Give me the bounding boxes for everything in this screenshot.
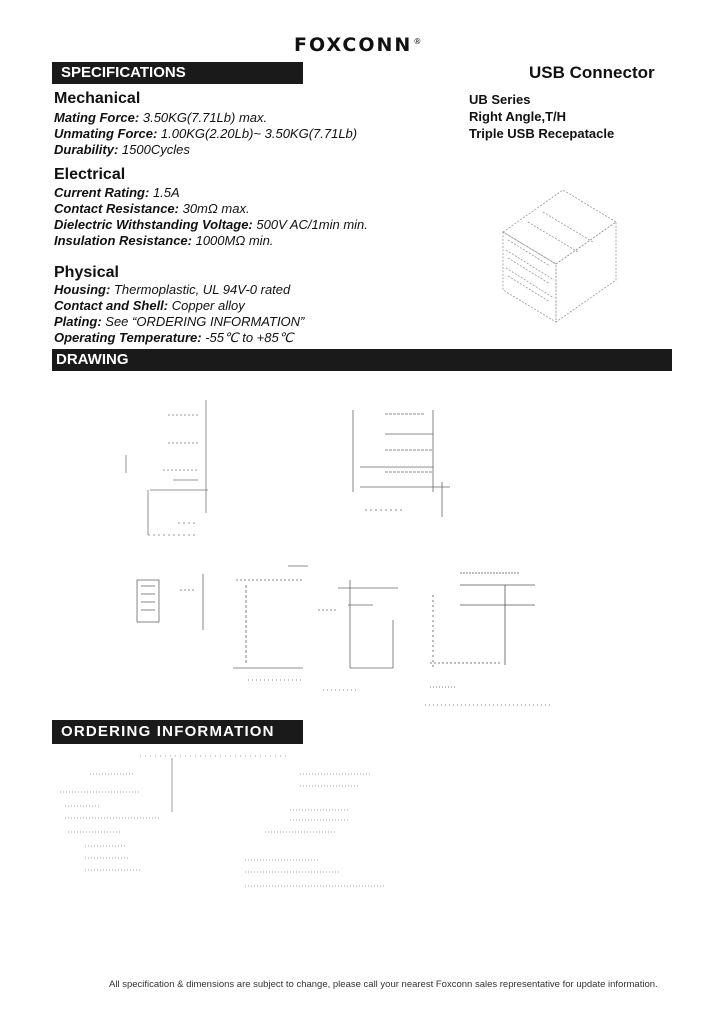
- physical-list: [54, 282, 304, 346]
- spec-item: Operating Temperature: -55℃ to +85℃: [54, 330, 294, 345]
- ordering-information-header: ORDERING INFORMATION: [52, 720, 303, 744]
- spec-item: Mating Force: 3.50KG(7.71Lb) max.: [54, 110, 268, 125]
- mechanical-list: [54, 110, 357, 158]
- series-line: Right Angle,T/H: [469, 109, 567, 124]
- spec-item: Current Rating: 1.5A: [54, 185, 180, 200]
- drawing-detail-view: [228, 560, 413, 705]
- drawing-pin-layout: [425, 565, 555, 710]
- foxconn-logo: FOXCONN®: [294, 34, 424, 56]
- spec-item: Housing: Thermoplastic, UL 94V-0 rated: [54, 282, 291, 297]
- drawing-front-view: [345, 392, 455, 527]
- spec-item: Unmating Force: 1.00KG(2.20Lb)~ 3.50KG(7.71Lb): [54, 126, 358, 141]
- ordering-code-diagram: [60, 752, 400, 897]
- series-line: Triple USB Recepatacle: [469, 126, 615, 141]
- spec-item: Contact and Shell: Copper alloy: [54, 298, 245, 313]
- spec-item: Plating: See “ORDERING INFORMATION”: [54, 314, 305, 329]
- drawing-header: DRAWING: [52, 349, 672, 371]
- product-title: USB Connector: [529, 63, 655, 82]
- electrical-heading: Electrical: [54, 166, 126, 183]
- series-info: [469, 91, 614, 142]
- spec-item: Insulation Resistance: 1000MΩ min.: [54, 233, 274, 248]
- footer-disclaimer: All specification & dimensions are subject to change, please call your nearest Foxconn sales representative for update information.: [109, 979, 658, 990]
- spec-item: Contact Resistance: 30mΩ max.: [54, 201, 250, 216]
- mechanical-heading: Mechanical: [54, 90, 141, 107]
- electrical-list: [54, 185, 368, 249]
- drawing-side-view: [118, 395, 218, 550]
- physical-heading: Physical: [54, 264, 119, 281]
- spec-item: Durability: 1500Cycles: [54, 142, 190, 157]
- connector-product-image: [488, 182, 623, 330]
- series-line: UB Series: [469, 92, 531, 107]
- specifications-header: SPECIFICATIONS: [52, 62, 303, 84]
- spec-item: Dielectric Withstanding Voltage: 500V AC/1min min.: [54, 217, 368, 232]
- drawing-pcb-view: [135, 572, 210, 632]
